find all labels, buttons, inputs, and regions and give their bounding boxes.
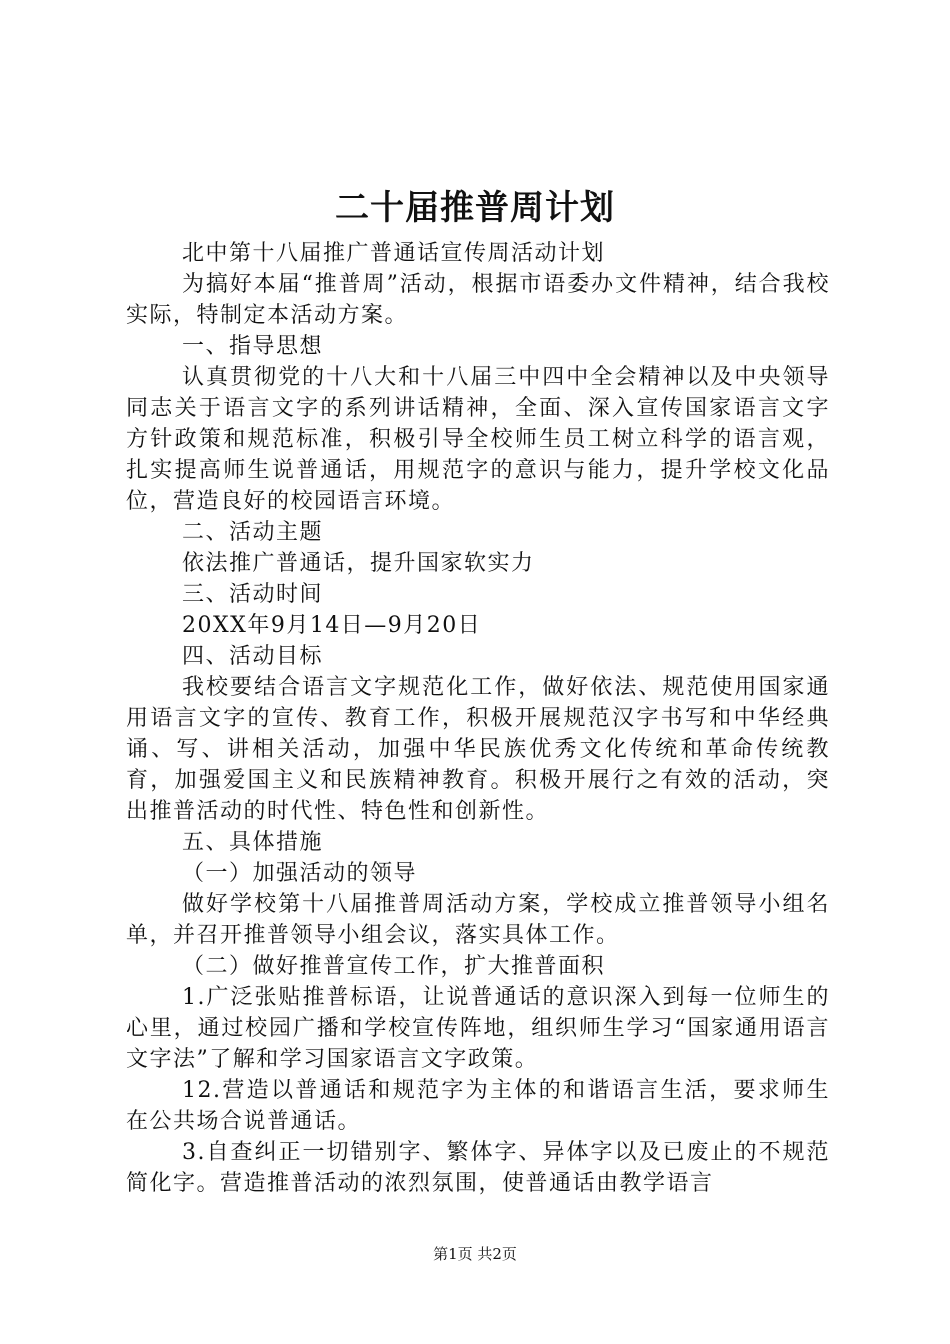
document-title: 二十届推普周计划 [335, 188, 615, 228]
paragraph: 我校要结合语言文字规范化工作，做好依法、规范使用国家通用语言文字的宣传、教育工作，积极开展规范汉字书写和中华经典诵、写、讲相关活动，加强中华民族优秀文化传统和革命传统教育，加强爱国主义和民族精神教育。积极开展行之有效的活动，突出推普活动的时代性、特色性和创新性。 [126, 675, 830, 824]
paragraph: 做好学校第十八届推普周活动方案，学校成立推普领导小组名单，并召开推普领导小组会议，落实具体工作。 [126, 892, 830, 948]
section-heading: 一、指导思想 [182, 334, 324, 359]
paragraph: 为搞好本届“推普周”活动，根据市语委办文件精神，结合我校实际，特制定本活动方案。 [126, 272, 830, 328]
paragraph: 12.营造以普通话和规范字为主体的和谐语言生活，要求师生在公共场合说普通话。 [126, 1078, 830, 1134]
paragraph: 3.自查纠正一切错别字、繁体字、异体字以及已废止的不规范简化字。营造推普活动的浓烈氛围，使普通话由教学语言 [126, 1140, 830, 1196]
paragraph: 北中第十八届推广普通话宣传周活动计划 [182, 241, 606, 266]
subsection-heading: （一）加强活动的领导 [182, 861, 418, 886]
paragraph: 依法推广普通话，提升国家软实力 [182, 551, 535, 576]
paragraph: 1.广泛张贴推普标语，让说普通话的意识深入到每一位师生的心里，通过校园广播和学校宣传阵地，组织师生学习“国家通用语言文字法”了解和学习国家语言文字政策。 [126, 985, 830, 1072]
paragraph: 认真贯彻党的十八大和十八届三中四中全会精神以及中央领导同志关于语言文字的系列讲话精神，全面、深入宣传国家语言文字方针政策和规范标准，积极引导全校师生员工树立科学的语言观，扎实提高师生说普通话，用规范字的意识与能力，提升学校文化品位，营造良好的校园语言环境。 [126, 365, 830, 514]
section-heading: 二、活动主题 [182, 520, 324, 545]
subsection-heading: （二）做好推普宣传工作，扩大推普面积 [182, 954, 606, 979]
paragraph: 20XX年9月14日—9月20日 [182, 613, 482, 638]
section-heading: 五、具体措施 [182, 830, 324, 855]
section-heading: 四、活动目标 [182, 644, 324, 669]
section-heading: 三、活动时间 [182, 582, 324, 607]
document-body [126, 238, 830, 1199]
page-footer: 第1页 共2页 [433, 1245, 517, 1263]
